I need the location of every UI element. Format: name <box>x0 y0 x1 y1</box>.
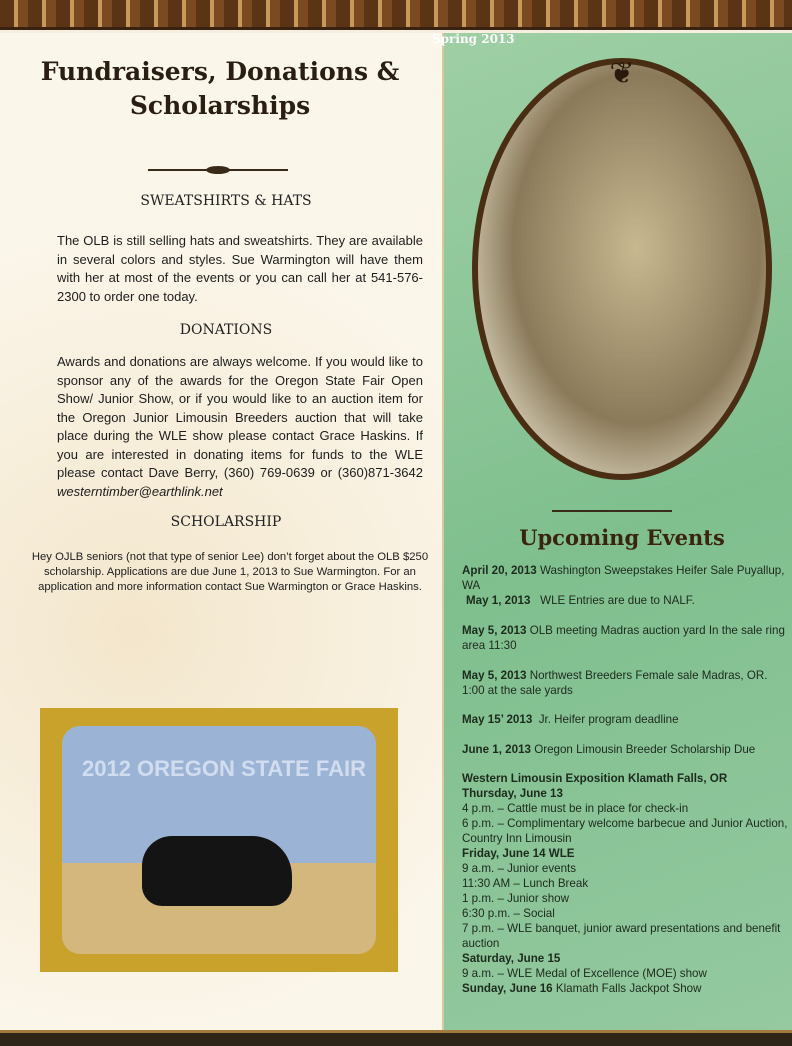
ornament-icon: ❦ <box>609 56 635 91</box>
day-heading: Saturday, June 15 <box>462 952 561 965</box>
heading-scholarship: SCHOLARSHIP <box>170 514 282 530</box>
schedule-item: 9 a.m. – Junior events <box>462 862 577 875</box>
decorative-bottom-border <box>0 1030 792 1046</box>
heifer-figure <box>142 836 292 906</box>
upcoming-events-title: Upcoming Events <box>519 525 725 550</box>
day-heading: Sunday, June 16 <box>462 982 553 995</box>
schedule-item: 9 a.m. – WLE Medal of Excellence (MOE) show <box>462 967 707 980</box>
child-photo-oval <box>472 58 772 480</box>
sweatshirts-paragraph: The OLB is still selling hats and sweatshirts. They are available in several colors and styles. Sue Warmington will have them with her at most of the events or you can call her at 541-576-2300 to order one today. <box>57 233 423 304</box>
ornamental-divider-right <box>552 510 672 512</box>
day-heading: Friday, June 14 WLE <box>462 847 575 860</box>
schedule-item: 4 p.m. – Cattle must be in place for check-in <box>462 802 689 815</box>
wle-title: Western Limousin Exposition Klamath Falls, OR <box>462 772 728 785</box>
event-item: May 5, 2013 OLB meeting Madras auction yard In the sale ring area 11:30 <box>462 624 785 652</box>
schedule-item: 11:30 AM – Lunch Break <box>462 877 589 890</box>
event-item: May 5, 2013 Northwest Breeders Female sale Madras, OR. 1:00 at the sale yards <box>462 669 768 697</box>
photo-banner-text: 2012 OREGON STATE FAIR <box>82 756 367 781</box>
event-item: May 1, 2013 WLE Entries are due to NALF. <box>466 594 695 607</box>
state-fair-photo <box>62 726 376 954</box>
donations-paragraph <box>57 353 423 501</box>
state-fair-photo-frame <box>40 708 398 972</box>
schedule-item: 7 p.m. – WLE banquet, junior award presentations and benefit auction <box>462 922 781 950</box>
event-item: April 20, 2013 Washington Sweepstakes Heifer Sale Puyallup, WA <box>462 564 785 592</box>
email-link[interactable]: westerntimber@earthlink.net <box>57 483 223 499</box>
scholarship-paragraph: Hey OJLB seniors (not that type of senior Lee) don’t forget about the OLB $250 scholarship. Applications are due June 1, 2013 to Sue Warmington. For an application and more information contact Sue Warmington or Grace Haskins. <box>31 551 429 593</box>
wle-schedule <box>462 771 792 996</box>
schedule-item: 6 p.m. – Complimentary welcome barbecue and Junior Auction, Country Inn Limousin <box>462 817 788 845</box>
schedule-item: 6:30 p.m. – Social <box>462 907 555 920</box>
decorative-top-border <box>0 0 792 30</box>
page-title: Fundraisers, Donations & Scholarships <box>40 57 400 120</box>
heading-sweatshirts: SWEATSHIRTS & HATS <box>140 193 312 209</box>
heading-donations: DONATIONS <box>179 322 273 338</box>
event-item: June 1, 2013 Oregon Limousin Breeder Scholarship Due <box>462 743 756 756</box>
schedule-item: Klamath Falls Jackpot Show <box>552 982 702 995</box>
donations-text: Awards and donations are always welcome. If you would like to sponsor any of the awards for the Oregon State Fair Open Show/ Junior Show, or if you would like to an auction item for the Oregon Junior Limousin Breeders auction that will take place during the WLE show please contact Grace Haskins. If you are interested in donating items for funds to the WLE please contact Dave Berry, (360) 769-0639 or (360)871-3642 <box>57 354 423 480</box>
day-heading: Thursday, June 13 <box>462 787 563 800</box>
schedule-item: 1 p.m. – Junior show <box>462 892 569 905</box>
issue-season: Spring 2013 <box>432 32 515 46</box>
event-item: May 15’ 2013 Jr. Heifer program deadline <box>462 713 679 726</box>
ornamental-divider <box>148 169 288 171</box>
